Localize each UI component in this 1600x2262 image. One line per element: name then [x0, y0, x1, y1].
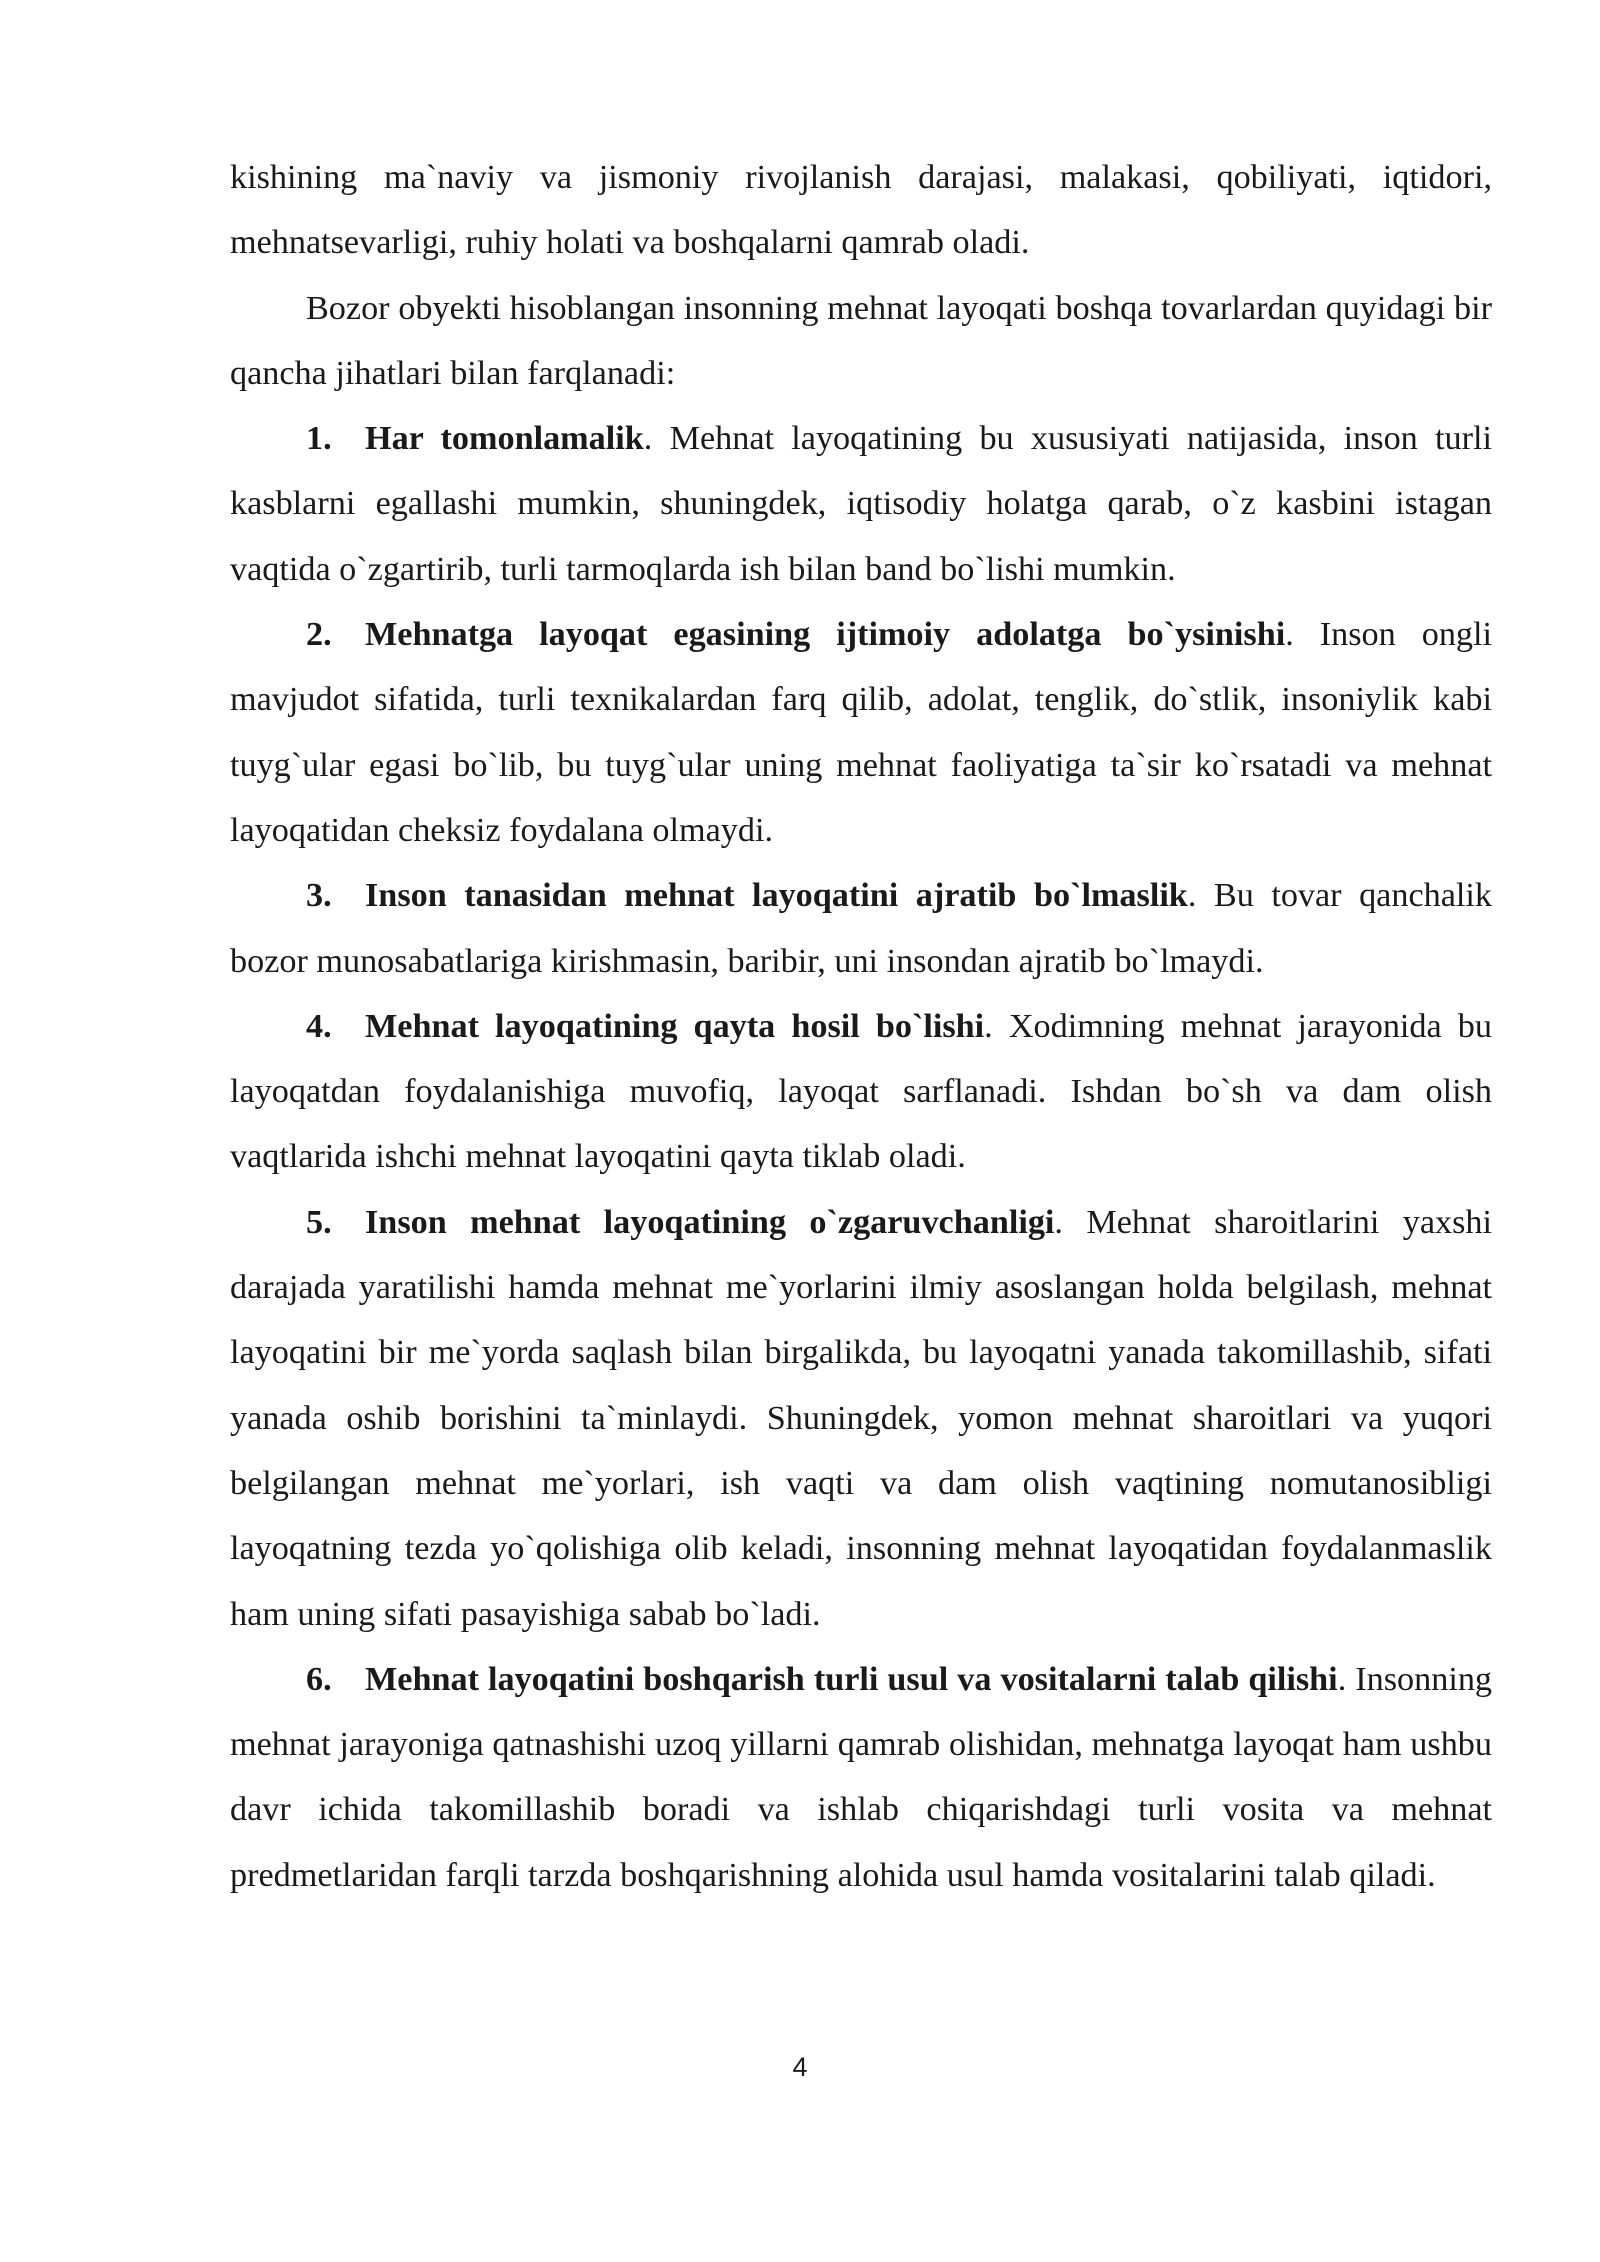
list-item [230, 863, 1492, 994]
item-title: Mehnat layoqatining qayta hosil bo`lishi [365, 1007, 985, 1045]
item-title: Inson mehnat layoqatining o`zgaruvchanligi [365, 1203, 1055, 1241]
item-number: 1. [306, 420, 332, 458]
item-title: Mehnat layoqatini boshqarish turli usul va vositalarni talab qilishi [365, 1660, 1338, 1698]
item-title: Mehnatga layoqat egasining ijtimoiy adolatga bo`ysinishi [365, 616, 1286, 654]
item-number: 2. [306, 616, 332, 654]
item-number: 3. [306, 877, 332, 915]
document-body [230, 145, 1492, 1908]
list-item [230, 1190, 1492, 1647]
lead-paragraph: Bozor obyekti hisoblangan insonning mehnat layoqati boshqa tovarlardan quyidagi bir qancha jihatlari bilan farqlanadi: [230, 289, 1492, 392]
list-item [230, 1647, 1492, 1908]
item-text: . Inson ongli mavjudot sifatida, turli texnikalardan farq qilib, adolat, tenglik, do`stlik, insoniylik kabi tuyg`ular egasi bo`lib, bu tuyg`ular uning mehnat faoliyatiga ta`sir ko`rsatadi va mehnat layoqatidan cheksiz foydalana olmaydi. [230, 616, 1492, 849]
page-number: 4 [792, 2052, 808, 2082]
item-number: 6. [306, 1660, 332, 1698]
list-item [230, 406, 1492, 602]
item-number: 4. [306, 1007, 332, 1045]
item-text: . Bu tovar qanchalik bozor munosabatlariga kirishmasin, baribir, uni insondan ajratib bo`lmaydi. [230, 877, 1492, 980]
item-title: Inson tanasidan mehnat layoqatini ajratib bo`lmaslik [365, 877, 1188, 915]
item-text: . Mehnat sharoitlarini yaxshi darajada yaratilishi hamda mehnat me`yorlarini ilmiy asoslangan holda belgilash, mehnat layoqatini bir me`yorda saqlash bilan birgalikda, bu layoqatni yanada takomillashib, sifati yanada oshib borishini ta`minlaydi. Shuningdek, yomon mehnat sharoitlari va yuqori belgilangan mehnat me`yorlari, ish vaqti va dam olish vaqtining nomutanosibligi layoqatning tezda yo`qolishiga olib keladi, insonning mehnat layoqatidan foydalanmaslik ham uning sifati pasayishiga sabab bo`ladi. [230, 1203, 1492, 1633]
item-text: . Mehnat layoqatining bu xususiyati natijasida, inson turli kasblarni egallashi mumkin, shuningdek, iqtisodiy holatga qarab, o`z kasbini istagan vaqtida o`zgartirib, turli tarmoqlarda ish bilan band bo`lishi mumkin. [230, 420, 1493, 588]
item-title: Har tomonlamalik [365, 420, 644, 458]
list-item [230, 994, 1492, 1190]
item-number: 5. [306, 1203, 332, 1241]
intro-continuation-paragraph: kishining ma`naviy va jismoniy rivojlanish darajasi, malakasi, qobiliyati, iqtidori, mehnatsevarligi, ruhiy holati va boshqalarni qamrab oladi. [230, 159, 1492, 262]
item-text: . Insonning mehnat jarayoniga qatnashishi uzoq yillarni qamrab olishidan, mehnatga layoqat ham ushbu davr ichida takomillashib boradi va ishlab chiqarishdagi turli vosita va mehnat predmetlaridan farqli tarzda boshqarishning alohida usul hamda vositalarini talab qiladi. [230, 1660, 1493, 1894]
list-item [230, 602, 1492, 863]
item-text: . Xodimning mehnat jarayonida bu layoqatdan foydalanishiga muvofiq, layoqat sarflanadi. Ishdan bo`sh va dam olish vaqtlarida ishchi mehnat layoqatini qayta tiklab oladi. [230, 1007, 1492, 1176]
